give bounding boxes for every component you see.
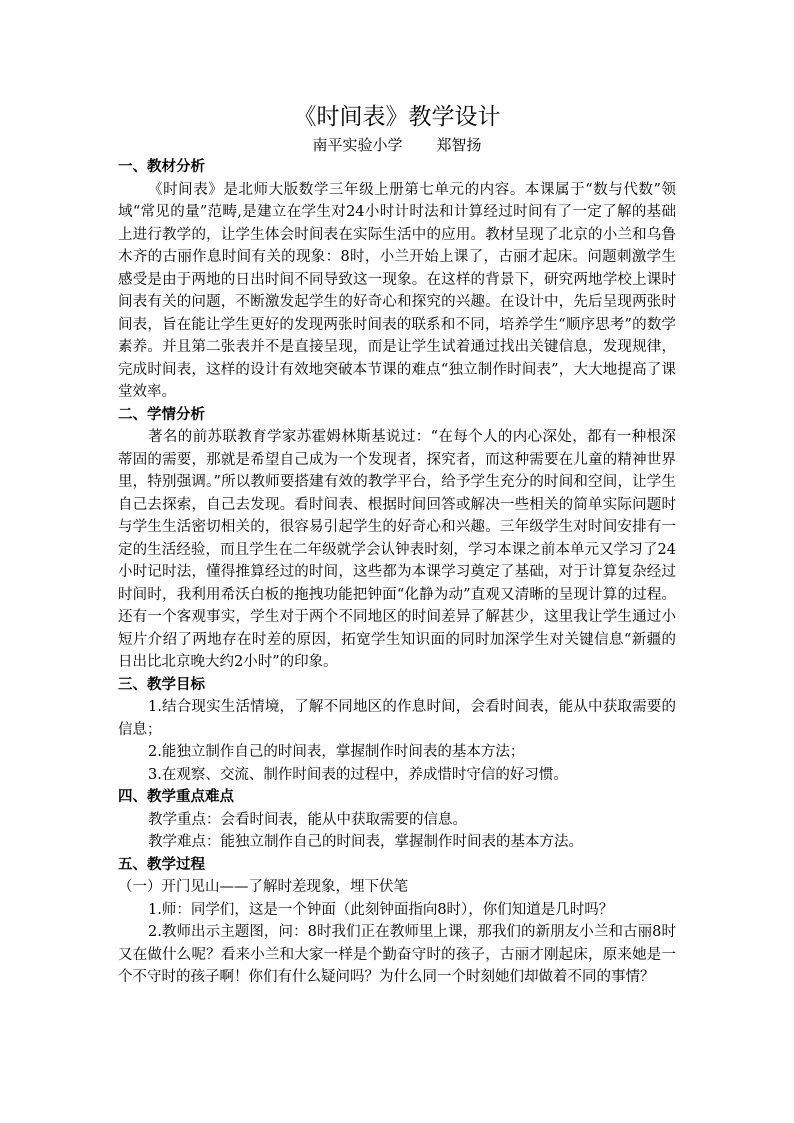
document-title: 《时间表》教学设计	[293, 104, 501, 130]
key-point: 教学重点：会看时间表，能从中获取需要的信息。	[148, 811, 467, 828]
materials-paragraph: 《时间表》是北师大版数学三年级上册第七单元的内容。本课属于“数与代数”领域“常见的量”范畴,是建立在学生对24小时计时法和计算经过时间有了一定了解的基础上进行教学的，让学生体会时间表在实际生活中的应用。教材呈现了北京的小兰和乌鲁木齐的古丽作息时间有关的现象：8时，小兰开始上课了，古丽才起床。问题刺激学生感受是由于两地的日出时间不同导致这一现象。在这样的背景下，研究两地学校上课时间表有关的问题，不断激发起学生的好奇心和探究的兴趣。在设计中，先后呈现两张时间表，旨在能让学生更好的发现两张时间表的联系和不同，培养学生“顺序思考”的数学素养。并且第二张表并不是直接呈现，而是让学生试着通过找出关键信息，发现规律，完成时间表，这样的设计有效地突破本节课的难点“独立制作时间表”，大大地提高了课堂效率。	[118, 181, 676, 400]
section-heading-students: 二、学情分析	[118, 406, 205, 423]
process-step-2: 2.教师出示主题图，问：8时我们正在教师里上课，那我们的新朋友小兰和古丽8时又在做什么呢？看来小兰和大家一样是个勤奋守时的孩子，古丽才刚起床，原来她是一个不守时的孩子啊！你们有什么疑问吗？为什么同一个时刻她们却做着不同的事情？	[118, 924, 676, 985]
section-heading-goals: 三、教学目标	[118, 676, 205, 693]
section-heading-process: 五、教学过程	[118, 856, 205, 873]
goal-item-1: 1.结合现实生活情境，了解不同地区的作息时间，会看时间表，能从中获取需要的信息；	[118, 699, 676, 738]
goal-item-2: 2.能独立制作自己的时间表，掌握制作时间表的基本方法；	[148, 744, 525, 760]
process-step-1: 1.师：同学们，这是一个钟面（此刻钟面指向8时），你们知道是几时吗？	[148, 901, 614, 918]
difficult-point: 教学难点：能独立制作自己的时间表，掌握制作时间表的基本方法。	[148, 834, 583, 850]
section-heading-materials: 一、教材分析	[118, 159, 205, 175]
school-name: 南平实验小学	[312, 136, 403, 154]
author-name: 郑智扬	[436, 136, 482, 154]
process-subheading-1: （一）开门见山——了解时差现象，埋下伏笔	[118, 879, 408, 895]
document-body	[118, 100, 676, 989]
goal-item-3: 3.在观察、交流、制作时间表的过程中，养成惜时守信的好习惯。	[148, 766, 568, 783]
students-paragraph: 著名的前苏联教育学家苏霍姆林斯基说过：“在每个人的内心深处，都有一种根深蒂固的需要，那就是希望自己成为一个发现者，探究者，而这种需要在儿童的精神世界里，特别强调。”所以教师要搭建有效的教学平台，给予学生充分的时间和空间，让学生自己去探索，自己去发现。看时间表、根据时间回答或解决一些相关的简单实际问题时与学生生活密切相关的，很容易引起学生的好奇心和兴趣。三年级学生对时间安排有一定的生活经验，而且学生在二年级就学会认钟表时刻，学习本课之前本单元又学习了24小时记时法，懂得推算经过的时间，这些都为本课学习奠定了基础，对于计算复杂经过时间时，我利用希沃白板的拖拽功能把钟面“化静为动”直观又清晰的呈现计算的过程。还有一个客观事实，学生对于两个不同地区的时间差异了解甚少，这里我让学生通过小短片介绍了两地存在时差的原因，拓宽学生知识面的同时加深学生对关键信息“新疆的日出比北京晚大约2小时”的印象。	[118, 429, 676, 670]
section-heading-key-points: 四、教学重点难点	[118, 789, 234, 805]
author-line	[118, 134, 676, 156]
